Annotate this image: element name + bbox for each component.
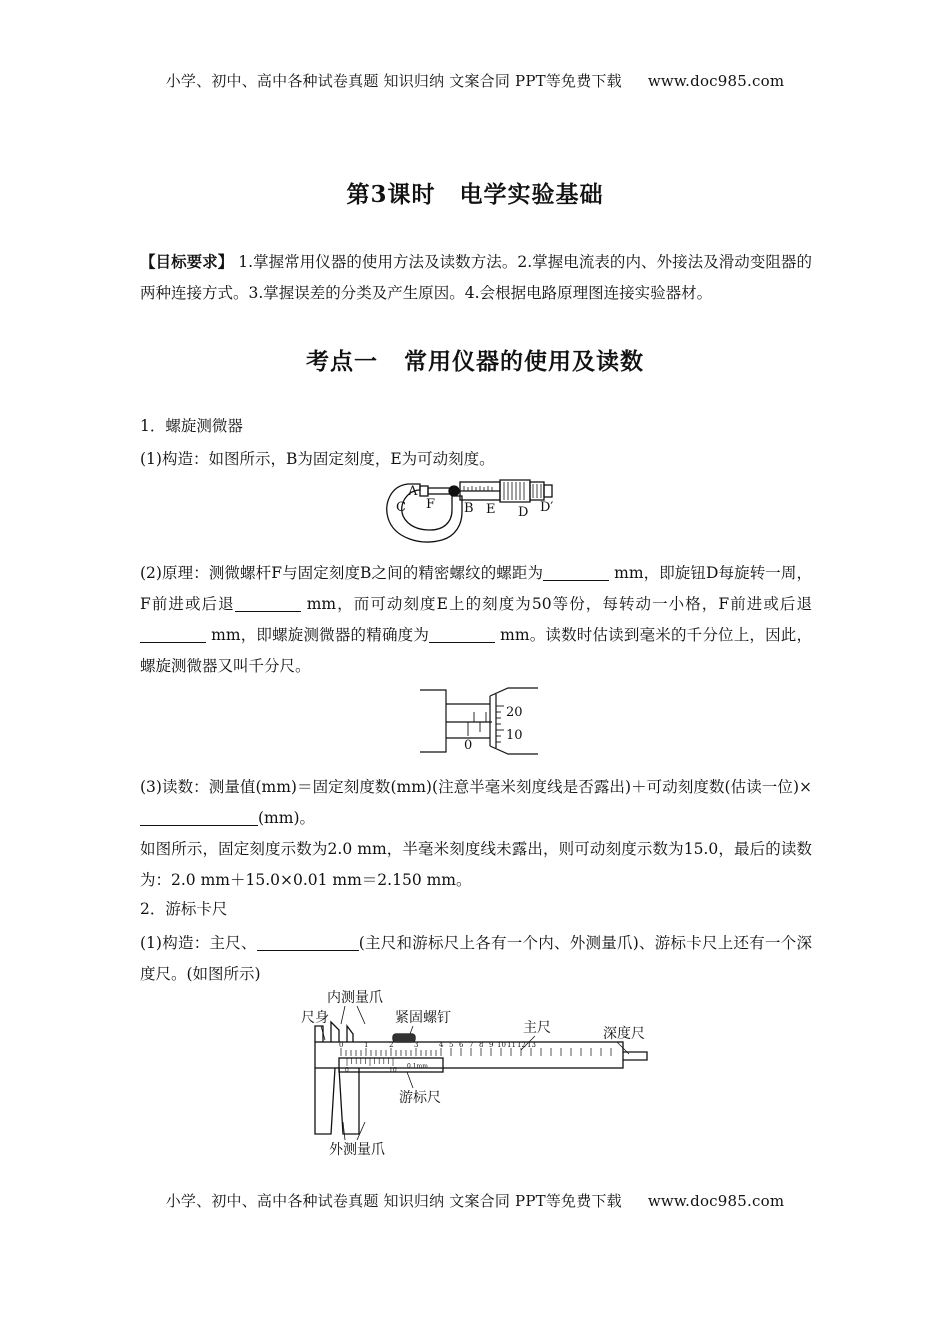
main-tick-11: 11: [507, 1041, 516, 1049]
label-d-prime: D′: [540, 500, 554, 515]
reading-part-1: (3)读数：测量值(mm)＝固定刻度数(mm)(注意半毫米刻度线是否露出)＋可动刻度数(估读一位)×: [140, 778, 812, 796]
micrometer-construct: (1)构造：如图所示，B为固定刻度，E为可动刻度。: [140, 450, 495, 468]
label-vernier: 游标尺: [399, 1090, 441, 1106]
goal-paragraph: [140, 246, 812, 309]
micrometer-heading: 1．螺旋测微器: [140, 417, 243, 435]
main-tick-4: 4: [439, 1041, 444, 1049]
page-footer: [0, 1190, 950, 1211]
blank-advance[interactable]: [235, 593, 301, 612]
footer-text: 小学、初中、高中各种试卷真题 知识归纳 文案合同 PPT等免费下载: [165, 1192, 622, 1210]
caliper-figure: [295, 986, 655, 1160]
anvil-a: [420, 486, 428, 496]
scale-fixed-zero: 0: [464, 738, 473, 753]
label-inner-jaw: 内测量爪: [327, 990, 383, 1006]
caliper-heading: 2．游标卡尺: [140, 900, 228, 918]
principle-part-3: mm，而可动刻度E上的刻度为50等份，每转动一小格，F前进或后退: [300, 595, 812, 613]
caliper-construct: [140, 928, 812, 990]
title-lesson: 第3课时: [346, 181, 436, 208]
scale-10: 10: [506, 728, 523, 743]
main-tick-9: 9: [489, 1041, 494, 1049]
goal-text: 1.掌握常用仪器的使用方法及读数方法。2.掌握电流表的内、外接法及滑动变阻器的两种连接方式。3.掌握误差的分类及产生原因。4.会根据电路原理图连接实验器材。: [140, 253, 812, 302]
label-d: D: [518, 505, 529, 520]
principle-part-5: mm。读数时估读到毫米的千分位上，因此，螺旋测微器又叫千分尺。: [140, 626, 812, 675]
title-name: 电学实验基础: [459, 181, 604, 208]
main-tick-5: 5: [449, 1041, 454, 1049]
footer-url[interactable]: www.doc985.com: [647, 1192, 785, 1210]
lock-ring: [449, 486, 459, 496]
vernier-tick-0: 0: [345, 1067, 349, 1074]
main-tick-10: 10: [497, 1041, 506, 1049]
section-title: [0, 343, 950, 376]
label-e: E: [486, 502, 496, 517]
vernier-tick-10: 10: [389, 1067, 397, 1074]
label-a: A: [408, 484, 418, 499]
blank-unit[interactable]: [140, 807, 258, 826]
page-title: [0, 176, 950, 209]
thimble-e: [500, 480, 530, 502]
main-tick-6: 6: [459, 1041, 464, 1049]
main-tick-8: 8: [479, 1041, 484, 1049]
main-tick-0: 0: [339, 1041, 344, 1049]
label-lock-screw: 紧固螺钉: [395, 1010, 451, 1026]
micrometer-principle: [140, 558, 812, 682]
main-tick-1: 1: [364, 1041, 369, 1049]
principle-part-1: (2)原理：测微螺杆F与固定刻度B之间的精密螺纹的螺距为: [140, 564, 544, 582]
caliper-part-2: (主尺和游标尺上各有一个内、外测量爪)、游标卡尺上还有一个深度尺。(如图所示): [140, 934, 812, 983]
main-tick-2: 2: [389, 1041, 394, 1049]
label-f: F: [426, 497, 436, 512]
principle-part-2: mm，即旋钮D每旋转一周，F前进或后退: [140, 564, 812, 613]
main-tick-13: 13: [527, 1041, 536, 1049]
main-tick-7: 7: [469, 1041, 474, 1049]
reading-part-2: (mm)。: [258, 809, 315, 827]
micrometer-reading: [140, 772, 812, 834]
blank-step[interactable]: [140, 624, 206, 643]
label-c: C: [396, 500, 406, 515]
scale-20: 20: [506, 705, 523, 720]
principle-part-4: mm，即螺旋测微器的精确度为: [206, 626, 430, 644]
page-header: [0, 70, 950, 91]
header-text: 小学、初中、高中各种试卷真题 知识归纳 文案合同 PPT等免费下载: [165, 72, 622, 90]
label-body: 尺身: [301, 1010, 329, 1026]
label-b: B: [464, 501, 474, 516]
label-main-scale: 主尺: [523, 1020, 551, 1036]
depth-rod: [623, 1052, 647, 1060]
label-outer-jaw: 外测量爪: [329, 1142, 385, 1158]
header-url[interactable]: www.doc985.com: [647, 72, 785, 90]
blank-precision[interactable]: [429, 624, 495, 643]
section-name: 常用仪器的使用及读数: [404, 348, 644, 375]
caliper-part-1: (1)构造：主尺、: [140, 934, 257, 952]
micrometer-example: 如图所示，固定刻度示数为2.0 mm，半毫米刻度线未露出，则可动刻度示数为15.0，最后的读数为：2.0 mm＋15.0×0.01 mm＝2.150 mm。: [140, 840, 812, 889]
main-tick-3: 3: [414, 1041, 419, 1049]
micrometer-figure: [380, 474, 570, 552]
section-label: 考点一: [306, 348, 378, 375]
blank-pitch[interactable]: [543, 562, 609, 581]
micrometer-scale-figure: [420, 682, 548, 760]
blank-vernier[interactable]: [257, 932, 359, 951]
vernier-precision: 0.1mm: [407, 1063, 428, 1070]
main-tick-12: 12: [517, 1041, 526, 1049]
goal-label: 【目标要求】: [140, 252, 234, 271]
label-depth-gauge: 深度尺: [603, 1026, 645, 1042]
